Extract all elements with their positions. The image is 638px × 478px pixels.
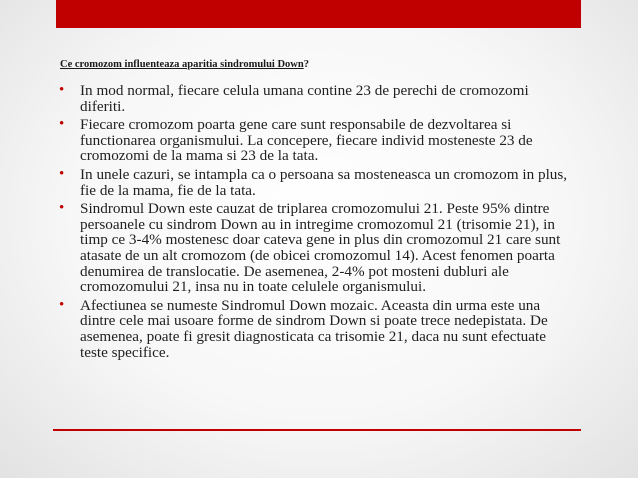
slide-heading-question-mark: ? [303,59,309,70]
bullet-text: In unele cazuri, se intampla ca o persoana sa mosteneasca un cromozom in plus, fie de la mama, fie de la tata. [80,165,568,199]
bullet-item [57,201,577,295]
bullet-text: Sindromul Down este cauzat de triplarea cromozomului 21. Peste 95% dintre persoanele cu sindrom Down au in intregime cromozomul 21 (trisomie 21), in timp ce 3-4% mostenesc doar cateva gene in plus din cromozomul 21 care sunt atasate de un alt cromozom (de obicei cromozomul 14). Acest fenomen poarta denumirea de translocatie. De asemenea, 2-4% pot mosteni dubluri ale cromozomului 21, insa nu in toate celulele organismului. [80,200,561,296]
top-accent-bar [56,0,581,28]
bullet-icon: • [59,116,65,133]
bullet-text: Fiecare cromozom poarta gene care sunt responsabile de dezvoltarea si functionarea organismului. La concepere, fiecare individ mosteneste 23 de cromozomi de la mama si 23 de la tata. [80,116,533,165]
bullet-icon: • [59,296,65,313]
bullet-text: In mod normal, fiecare celula umana contine 23 de perechi de cromozomi diferiti. [80,82,529,115]
bullet-text: Afectiunea se numeste Sindromul Down mozaic. Aceasta din urma este una dintre cele mai usoare forme de sindrom Down si poate trece nedepistata. De asemenea, poate fi gresit diagnosticata ca trisomie 21, daca nu sunt efectuate teste specifice. [80,296,548,361]
bullet-item [57,83,577,114]
bullet-item [57,167,577,198]
bullet-icon: • [59,82,65,98]
slide-heading [60,59,309,70]
bullet-item [57,298,577,360]
bullet-list [57,83,577,363]
slide-heading-text: Ce cromozom influenteaza aparitia sindromului Down [60,59,304,70]
bullet-item [57,117,577,164]
bullet-icon: • [59,200,65,217]
bottom-accent-line [53,429,581,431]
bullet-icon: • [59,165,65,182]
